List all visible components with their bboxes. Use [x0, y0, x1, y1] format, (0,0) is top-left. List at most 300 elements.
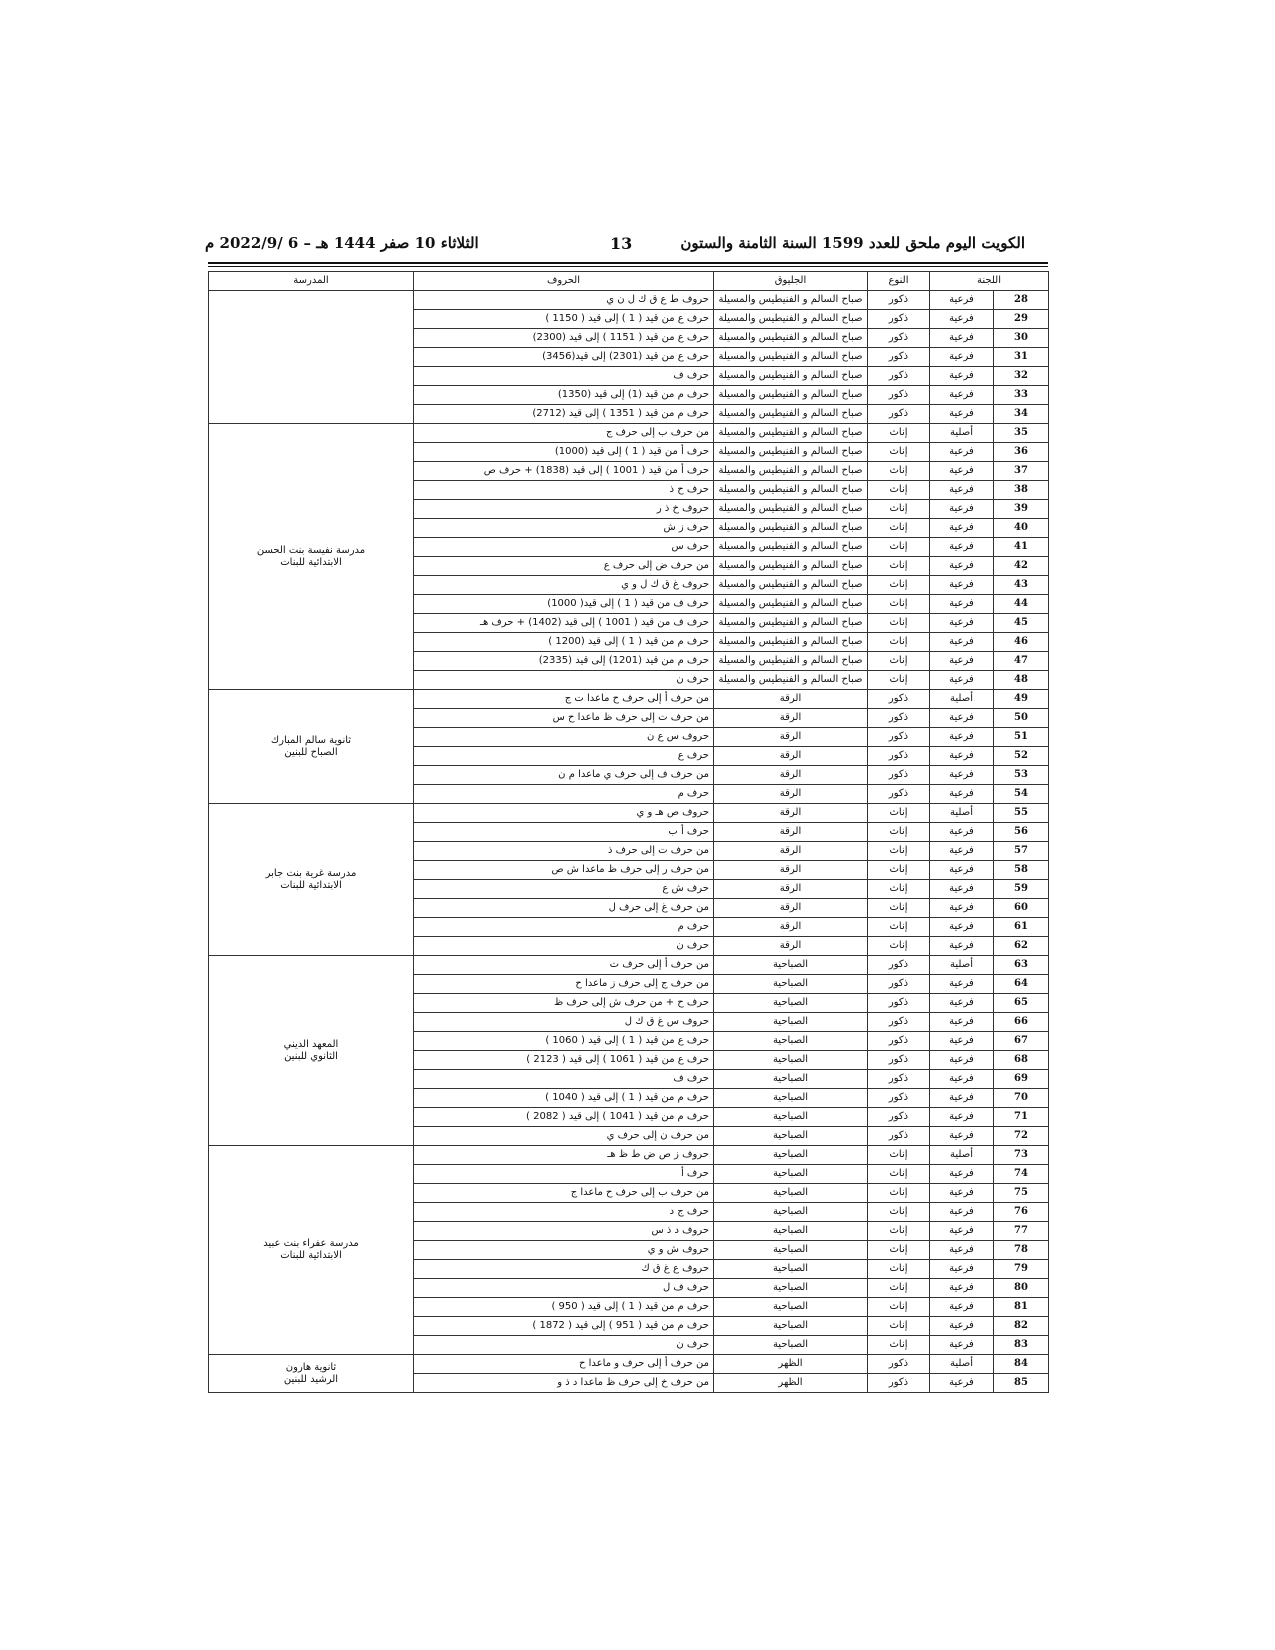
area-cell: الرقة: [714, 918, 868, 937]
committees-table: [208, 271, 1049, 1393]
letters-cell: من حرف ت إلى حرف ذ: [414, 842, 714, 861]
letters-cell: حرف أ ب: [414, 823, 714, 842]
area-cell: الرقة: [714, 766, 868, 785]
committee-number: 42: [994, 557, 1049, 576]
committee-number: 73: [994, 1146, 1049, 1165]
letters-cell: من حرف ب إلى حرف ح ماعدا ج: [414, 1184, 714, 1203]
area-cell: الصباحية: [714, 1146, 868, 1165]
header-rule-thin: [208, 266, 1048, 267]
gender-cell: إناث: [868, 500, 930, 519]
school-name-line2: الابتدائية للبنات: [280, 556, 342, 568]
gender-cell: إناث: [868, 861, 930, 880]
gender-cell: ذكور: [868, 1089, 930, 1108]
committee-number: 75: [994, 1184, 1049, 1203]
letters-cell: حروف ش و ي: [414, 1241, 714, 1260]
school-name-line2: الثانوي للبنين: [284, 1050, 338, 1062]
committee-number: 77: [994, 1222, 1049, 1241]
letters-cell: من حرف ض إلى حرف ع: [414, 557, 714, 576]
committee-number: 76: [994, 1203, 1049, 1222]
committee-category: فرعية: [930, 538, 994, 557]
committee-number: 53: [994, 766, 1049, 785]
table-row: [209, 956, 1049, 975]
committee-number: 57: [994, 842, 1049, 861]
committee-number: 29: [994, 310, 1049, 329]
area-cell: الصباحية: [714, 1279, 868, 1298]
gender-cell: ذكور: [868, 1127, 930, 1146]
table-row: [209, 1146, 1049, 1165]
committee-number: 71: [994, 1108, 1049, 1127]
area-cell: الرقة: [714, 880, 868, 899]
letters-cell: من حرف خ إلى حرف ظ ماعدا د ذ و: [414, 1374, 714, 1393]
committee-number: 43: [994, 576, 1049, 595]
committee-number: 39: [994, 500, 1049, 519]
committee-number: 74: [994, 1165, 1049, 1184]
area-cell: الرقة: [714, 785, 868, 804]
area-cell: الصباحية: [714, 1108, 868, 1127]
school-name-line2: الابتدائية للبنات: [280, 1250, 342, 1261]
committee-number: 30: [994, 329, 1049, 348]
letters-cell: حرف ج د: [414, 1203, 714, 1222]
school-cell: [209, 956, 414, 1146]
table-row: [209, 1355, 1049, 1374]
area-cell: الصباحية: [714, 1222, 868, 1241]
area-cell: الصباحية: [714, 1336, 868, 1355]
committee-number: 65: [994, 994, 1049, 1013]
area-cell: الرقة: [714, 728, 868, 747]
school-name-line2: الصباح للبنين: [284, 746, 338, 758]
committee-number: 67: [994, 1032, 1049, 1051]
gender-cell: إناث: [868, 1146, 930, 1165]
gender-cell: إناث: [868, 1279, 930, 1298]
area-cell: الرقة: [714, 937, 868, 956]
col-school-header: المدرسة: [209, 272, 414, 291]
committee-category: فرعية: [930, 557, 994, 576]
gender-cell: ذكور: [868, 747, 930, 766]
letters-cell: حرف م من قيد ( 1 ) إلى قيد (1200 ): [414, 633, 714, 652]
gender-cell: ذكور: [868, 994, 930, 1013]
school-name-line1: مدرسة نفيسة بنت الحسن: [256, 544, 366, 556]
gender-cell: إناث: [868, 424, 930, 443]
table-header-row: [209, 272, 1049, 291]
gender-cell: ذكور: [868, 1374, 930, 1393]
area-cell: الصباحية: [714, 956, 868, 975]
committee-number: 38: [994, 481, 1049, 500]
committee-number: 81: [994, 1298, 1049, 1317]
area-cell: الظهر: [714, 1374, 868, 1393]
area-cell: الصباحية: [714, 1070, 868, 1089]
committee-number: 66: [994, 1013, 1049, 1032]
letters-cell: حرف م من قيد ( 1 ) إلى قيد ( 950 ): [414, 1298, 714, 1317]
area-cell: الرقة: [714, 842, 868, 861]
committee-category: فرعية: [930, 880, 994, 899]
area-cell: الظهر: [714, 1355, 868, 1374]
letters-cell: حروف ط ع ق ك ل ن ي: [414, 291, 714, 310]
letters-cell: حرف أ: [414, 1165, 714, 1184]
letters-cell: حرف ف: [414, 1070, 714, 1089]
committee-category: فرعية: [930, 1298, 994, 1317]
letters-cell: حرف ف من قيد ( 1 ) إلى قيد( 1000): [414, 595, 714, 614]
committee-category: فرعية: [930, 576, 994, 595]
committee-number: 70: [994, 1089, 1049, 1108]
gender-cell: إناث: [868, 1165, 930, 1184]
committee-category: فرعية: [930, 728, 994, 747]
school-name-line1: مدرسة عفراء بنت عبيد: [263, 1238, 359, 1249]
area-cell: صباح السالم و الفنيطيس والمسيلة: [714, 595, 868, 614]
committee-number: 35: [994, 424, 1049, 443]
gender-cell: إناث: [868, 443, 930, 462]
committee-category: فرعية: [930, 918, 994, 937]
area-cell: صباح السالم و الفنيطيس والمسيلة: [714, 329, 868, 348]
school-cell: [209, 1355, 414, 1393]
area-cell: الرقة: [714, 747, 868, 766]
committee-category: فرعية: [930, 652, 994, 671]
issue-date: الثلاثاء 10 صفر 1444 هـ – 6 /2022/9 م: [205, 234, 479, 252]
committee-category: فرعية: [930, 443, 994, 462]
letters-cell: من حرف ج إلى حرف ز ماعدا ح: [414, 975, 714, 994]
letters-cell: من حرف ف إلى حرف ي ماعدا م ن: [414, 766, 714, 785]
area-cell: صباح السالم و الفنيطيس والمسيلة: [714, 405, 868, 424]
letters-cell: حرف ح ذ: [414, 481, 714, 500]
committee-category: فرعية: [930, 481, 994, 500]
committee-number: 48: [994, 671, 1049, 690]
area-cell: الرقة: [714, 804, 868, 823]
gender-cell: ذكور: [868, 1013, 930, 1032]
committee-category: فرعية: [930, 386, 994, 405]
committee-category: فرعية: [930, 633, 994, 652]
committee-number: 68: [994, 1051, 1049, 1070]
committee-category: فرعية: [930, 1108, 994, 1127]
committee-category: فرعية: [930, 671, 994, 690]
letters-cell: حرف ن: [414, 1336, 714, 1355]
letters-cell: حرف م من قيد ( 1351 ) إلى قيد (2712): [414, 405, 714, 424]
committee-number: 79: [994, 1260, 1049, 1279]
committee-category: فرعية: [930, 614, 994, 633]
table-row: [209, 690, 1049, 709]
committee-number: 64: [994, 975, 1049, 994]
page-number: 13: [610, 234, 633, 253]
school-name-line1: ثانوية سالم المبارك: [270, 734, 352, 746]
letters-cell: حروف س غ ق ك ل: [414, 1013, 714, 1032]
area-cell: صباح السالم و الفنيطيس والمسيلة: [714, 614, 868, 633]
gender-cell: ذكور: [868, 329, 930, 348]
committee-category: فرعية: [930, 1374, 994, 1393]
letters-cell: حرف م: [414, 918, 714, 937]
area-cell: صباح السالم و الفنيطيس والمسيلة: [714, 424, 868, 443]
gazette-title: الكويت اليوم ملحق للعدد 1599 السنة الثامنة والستون: [680, 234, 1025, 252]
gender-cell: ذكور: [868, 690, 930, 709]
committee-category: فرعية: [930, 1279, 994, 1298]
letters-cell: حرف ف: [414, 367, 714, 386]
committee-number: 82: [994, 1317, 1049, 1336]
letters-cell: حرف ع من قيد (2301) إلى قيد(3456): [414, 348, 714, 367]
committee-category: فرعية: [930, 329, 994, 348]
area-cell: الصباحية: [714, 1317, 868, 1336]
committee-number: 28: [994, 291, 1049, 310]
area-cell: الصباحية: [714, 1298, 868, 1317]
letters-cell: حروف خ ذ ر: [414, 500, 714, 519]
table-row: [209, 424, 1049, 443]
gender-cell: ذكور: [868, 1070, 930, 1089]
gender-cell: إناث: [868, 614, 930, 633]
gender-cell: إناث: [868, 481, 930, 500]
committee-number: 62: [994, 937, 1049, 956]
col-letters-header: الحروف: [414, 272, 714, 291]
letters-cell: حرف م من قيد ( 1041 ) إلى قيد ( 2082 ): [414, 1108, 714, 1127]
table-row: [209, 291, 1049, 310]
committee-number: 63: [994, 956, 1049, 975]
school-cell: [209, 424, 414, 690]
area-cell: صباح السالم و الفنيطيس والمسيلة: [714, 443, 868, 462]
committee-number: 32: [994, 367, 1049, 386]
gender-cell: ذكور: [868, 956, 930, 975]
area-cell: صباح السالم و الفنيطيس والمسيلة: [714, 519, 868, 538]
committee-number: 59: [994, 880, 1049, 899]
letters-cell: من حرف أ إلى حرف و ماعدا ح: [414, 1355, 714, 1374]
gender-cell: إناث: [868, 633, 930, 652]
gender-cell: إناث: [868, 557, 930, 576]
area-cell: صباح السالم و الفنيطيس والمسيلة: [714, 576, 868, 595]
gender-cell: ذكور: [868, 975, 930, 994]
gender-cell: ذكور: [868, 405, 930, 424]
committee-category: فرعية: [930, 823, 994, 842]
committee-category: فرعية: [930, 785, 994, 804]
letters-cell: حرف ن: [414, 671, 714, 690]
gender-cell: إناث: [868, 842, 930, 861]
committee-category: فرعية: [930, 1222, 994, 1241]
letters-cell: حرف م من قيد (1201) إلى قيد (2335): [414, 652, 714, 671]
letters-cell: من حرف ت إلى حرف ظ ماعدا ح س: [414, 709, 714, 728]
school-name-line2: الرشيد للبنين: [283, 1373, 339, 1385]
committee-number: 56: [994, 823, 1049, 842]
gender-cell: ذكور: [868, 291, 930, 310]
committee-number: 46: [994, 633, 1049, 652]
committee-category: فرعية: [930, 367, 994, 386]
committee-category: فرعية: [930, 462, 994, 481]
area-cell: الصباحية: [714, 1032, 868, 1051]
committee-number: 78: [994, 1241, 1049, 1260]
area-cell: الرقة: [714, 690, 868, 709]
letters-cell: حرف ح + من حرف ش إلى حرف ظ: [414, 994, 714, 1013]
gender-cell: إناث: [868, 538, 930, 557]
school-cell: [209, 690, 414, 804]
gender-cell: ذكور: [868, 310, 930, 329]
committee-number: 50: [994, 709, 1049, 728]
area-cell: الصباحية: [714, 1241, 868, 1260]
area-cell: صباح السالم و الفنيطيس والمسيلة: [714, 310, 868, 329]
committee-category: فرعية: [930, 842, 994, 861]
letters-cell: حرف ش ع: [414, 880, 714, 899]
gender-cell: إناث: [868, 1203, 930, 1222]
committee-category: فرعية: [930, 1260, 994, 1279]
committee-category: فرعية: [930, 500, 994, 519]
committee-number: 31: [994, 348, 1049, 367]
committee-category: فرعية: [930, 405, 994, 424]
area-cell: الصباحية: [714, 1184, 868, 1203]
committee-number: 83: [994, 1336, 1049, 1355]
col-committee-header: اللجنة: [930, 272, 1049, 291]
area-cell: الرقة: [714, 709, 868, 728]
letters-cell: حرف ع من قيد ( 1 ) إلى قيد ( 1150 ): [414, 310, 714, 329]
area-cell: صباح السالم و الفنيطيس والمسيلة: [714, 500, 868, 519]
area-cell: صباح السالم و الفنيطيس والمسيلة: [714, 557, 868, 576]
table-body: [209, 291, 1049, 1393]
gender-cell: ذكور: [868, 386, 930, 405]
committee-category: أصلية: [930, 424, 994, 443]
committee-number: 45: [994, 614, 1049, 633]
gender-cell: ذكور: [868, 1108, 930, 1127]
area-cell: صباح السالم و الفنيطيس والمسيلة: [714, 633, 868, 652]
gender-cell: ذكور: [868, 766, 930, 785]
committee-category: فرعية: [930, 1241, 994, 1260]
letters-cell: حروف ع غ ق ك: [414, 1260, 714, 1279]
committee-category: فرعية: [930, 1165, 994, 1184]
letters-cell: حروف د ذ س: [414, 1222, 714, 1241]
committee-number: 55: [994, 804, 1049, 823]
committee-category: أصلية: [930, 690, 994, 709]
gender-cell: إناث: [868, 519, 930, 538]
committee-number: 80: [994, 1279, 1049, 1298]
committee-category: فرعية: [930, 1127, 994, 1146]
letters-cell: من حرف أ إلى حرف ت: [414, 956, 714, 975]
committee-number: 44: [994, 595, 1049, 614]
committee-number: 61: [994, 918, 1049, 937]
gender-cell: ذكور: [868, 367, 930, 386]
committee-category: فرعية: [930, 861, 994, 880]
committee-category: فرعية: [930, 766, 994, 785]
committee-number: 60: [994, 899, 1049, 918]
area-cell: صباح السالم و الفنيطيس والمسيلة: [714, 291, 868, 310]
letters-cell: من حرف أ إلى حرف ح ماعدا ت ج: [414, 690, 714, 709]
gender-cell: ذكور: [868, 1355, 930, 1374]
gender-cell: إناث: [868, 899, 930, 918]
letters-cell: حرف ع من قيد ( 1061 ) إلى قيد ( 2123 ): [414, 1051, 714, 1070]
gender-cell: إناث: [868, 595, 930, 614]
letters-cell: حروف ز ص ض ط ظ هـ: [414, 1146, 714, 1165]
committee-number: 40: [994, 519, 1049, 538]
letters-cell: من حرف غ إلى حرف ل: [414, 899, 714, 918]
school-name-line1: المعهد الديني: [283, 1038, 339, 1050]
school-cell: [209, 804, 414, 956]
col-type-header: النوع: [868, 272, 930, 291]
letters-cell: من حرف ب إلى حرف ج: [414, 424, 714, 443]
committee-category: فرعية: [930, 1203, 994, 1222]
area-cell: الصباحية: [714, 1165, 868, 1184]
committee-category: فرعية: [930, 747, 994, 766]
school-name-line1: مدرسة غرية بنت جابر: [265, 867, 357, 879]
area-cell: الصباحية: [714, 994, 868, 1013]
area-cell: صباح السالم و الفنيطيس والمسيلة: [714, 462, 868, 481]
committee-number: 37: [994, 462, 1049, 481]
area-cell: صباح السالم و الفنيطيس والمسيلة: [714, 652, 868, 671]
gender-cell: إناث: [868, 1317, 930, 1336]
area-cell: الصباحية: [714, 975, 868, 994]
letters-cell: حروف غ ق ك ل و ي: [414, 576, 714, 595]
committee-number: 84: [994, 1355, 1049, 1374]
gender-cell: إناث: [868, 804, 930, 823]
letters-cell: حرف أ من قيد ( 1001 ) إلى قيد (1838) + حرف ص: [414, 462, 714, 481]
committee-number: 47: [994, 652, 1049, 671]
page-header: [205, 228, 1025, 258]
area-cell: الصباحية: [714, 1051, 868, 1070]
gender-cell: إناث: [868, 937, 930, 956]
area-cell: صباح السالم و الفنيطيس والمسيلة: [714, 538, 868, 557]
committee-number: 85: [994, 1374, 1049, 1393]
committee-category: فرعية: [930, 1051, 994, 1070]
committee-category: أصلية: [930, 956, 994, 975]
letters-cell: من حرف ن إلى حرف ي: [414, 1127, 714, 1146]
gender-cell: إناث: [868, 823, 930, 842]
letters-cell: حروف ص هـ و ي: [414, 804, 714, 823]
gender-cell: إناث: [868, 576, 930, 595]
letters-cell: حرف م: [414, 785, 714, 804]
committee-category: فرعية: [930, 595, 994, 614]
area-cell: صباح السالم و الفنيطيس والمسيلة: [714, 481, 868, 500]
committee-category: فرعية: [930, 1032, 994, 1051]
committee-category: فرعية: [930, 899, 994, 918]
col-area-header: الجليوق: [714, 272, 868, 291]
letters-cell: حرف م من قيد ( 951 ) إلى قيد ( 1872 ): [414, 1317, 714, 1336]
letters-cell: حرف ز ش: [414, 519, 714, 538]
letters-cell: حرف أ من قيد ( 1 ) إلى قيد (1000): [414, 443, 714, 462]
gender-cell: إناث: [868, 1298, 930, 1317]
gender-cell: ذكور: [868, 1051, 930, 1070]
committee-number: 33: [994, 386, 1049, 405]
committee-category: فرعية: [930, 994, 994, 1013]
committee-number: 41: [994, 538, 1049, 557]
gender-cell: ذكور: [868, 709, 930, 728]
letters-cell: من حرف ر إلى حرف ظ ماعدا ش ص: [414, 861, 714, 880]
committee-number: 49: [994, 690, 1049, 709]
gender-cell: إناث: [868, 671, 930, 690]
school-cell: [209, 291, 414, 424]
header-rule: [208, 262, 1048, 264]
committee-category: فرعية: [930, 1184, 994, 1203]
gender-cell: إناث: [868, 1241, 930, 1260]
gender-cell: إناث: [868, 880, 930, 899]
letters-cell: حرف س: [414, 538, 714, 557]
area-cell: صباح السالم و الفنيطيس والمسيلة: [714, 367, 868, 386]
area-cell: الصباحية: [714, 1013, 868, 1032]
gender-cell: إناث: [868, 462, 930, 481]
letters-cell: حرف ع من قيد ( 1151 ) إلى قيد (2300): [414, 329, 714, 348]
letters-cell: حرف ن: [414, 937, 714, 956]
committee-category: فرعية: [930, 709, 994, 728]
letters-cell: حروف س ع ن: [414, 728, 714, 747]
committee-category: أصلية: [930, 1146, 994, 1165]
committee-category: فرعية: [930, 1089, 994, 1108]
committee-category: فرعية: [930, 348, 994, 367]
committee-category: فرعية: [930, 1336, 994, 1355]
gender-cell: إناث: [868, 1184, 930, 1203]
committee-number: 58: [994, 861, 1049, 880]
committee-category: فرعية: [930, 310, 994, 329]
gender-cell: ذكور: [868, 785, 930, 804]
committee-number: 69: [994, 1070, 1049, 1089]
area-cell: الصباحية: [714, 1203, 868, 1222]
area-cell: صباح السالم و الفنيطيس والمسيلة: [714, 671, 868, 690]
committee-category: فرعية: [930, 1070, 994, 1089]
committee-category: فرعية: [930, 1013, 994, 1032]
committee-category: أصلية: [930, 804, 994, 823]
committee-category: فرعية: [930, 975, 994, 994]
letters-cell: حرف ع: [414, 747, 714, 766]
area-cell: الصباحية: [714, 1089, 868, 1108]
committee-number: 52: [994, 747, 1049, 766]
gender-cell: إناث: [868, 1260, 930, 1279]
school-name-line1: ثانوية هارون: [285, 1361, 337, 1373]
committee-category: فرعية: [930, 519, 994, 538]
committee-number: 34: [994, 405, 1049, 424]
